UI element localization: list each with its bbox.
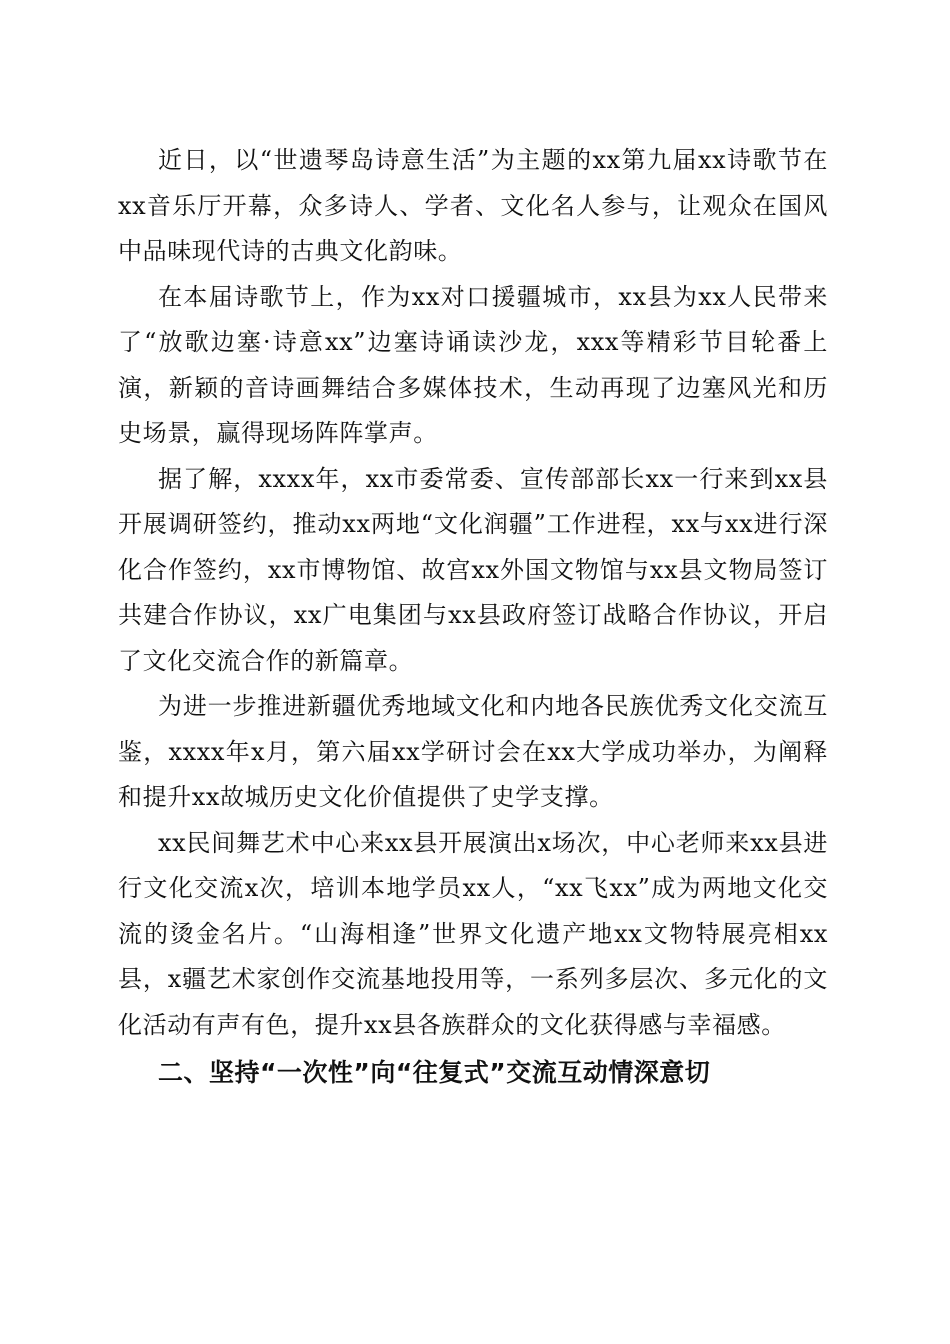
paragraph-cooperation-signing: 据了解，xxxx年，xx市委常委、宣传部部长xx一行来到xx县开展调研签约，推动xx两地“文化润疆”工作进程，xx与xx进行深化合作签约，xx市博物馆、故宫xx外国文物馆与xx县文物局签订共建合作协议，xx广电集团与xx县政府签订战略合作协议，开启了文化交流合作的新篇章。 <box>118 464 828 675</box>
paragraph-academic-seminar: 为进一步推进新疆优秀地域文化和内地各民族优秀文化交流互鉴，xxxx年x月，第六届xx学研讨会在xx大学成功举办，为阐释和提升xx故城历史文化价值提供了史学支撑。 <box>118 692 828 811</box>
paragraph-frontier-salon: 在本届诗歌节上，作为xx对口援疆城市，xx县为xx人民带来了“放歌边塞·诗意xx”边塞诗诵读沙龙，xxx等精彩节目轮番上演，新颖的音诗画舞结合多媒体技术，生动再现了边塞风光和历史场景，赢得现场阵阵掌声。 <box>118 282 828 447</box>
section-heading: 二、坚持“一次性”向“往复式”交流互动情深意切 <box>158 1058 711 1087</box>
paragraph-poetry-festival: 近日，以“世遗琴岛诗意生活”为主题的xx第九届xx诗歌节在xx音乐厅开幕，众多诗人、学者、文化名人参与，让观众在国风中品味现代诗的古典文化韵味。 <box>118 146 828 265</box>
document-page <box>118 138 828 1095</box>
paragraph-cultural-exchange: xx民间舞艺术中心来xx县开展演出x场次，中心老师来xx县进行文化交流x次，培训本地学员xx人，“xx飞xx”成为两地文化交流的烫金名片。“山海相逢”世界文化遗产地xx文物特展亮相xx县，x疆艺术家创作交流基地投用等，一系列多层次、多元化的文化活动有声有色，提升xx县各族群众的文化获得感与幸福感。 <box>118 828 828 1039</box>
